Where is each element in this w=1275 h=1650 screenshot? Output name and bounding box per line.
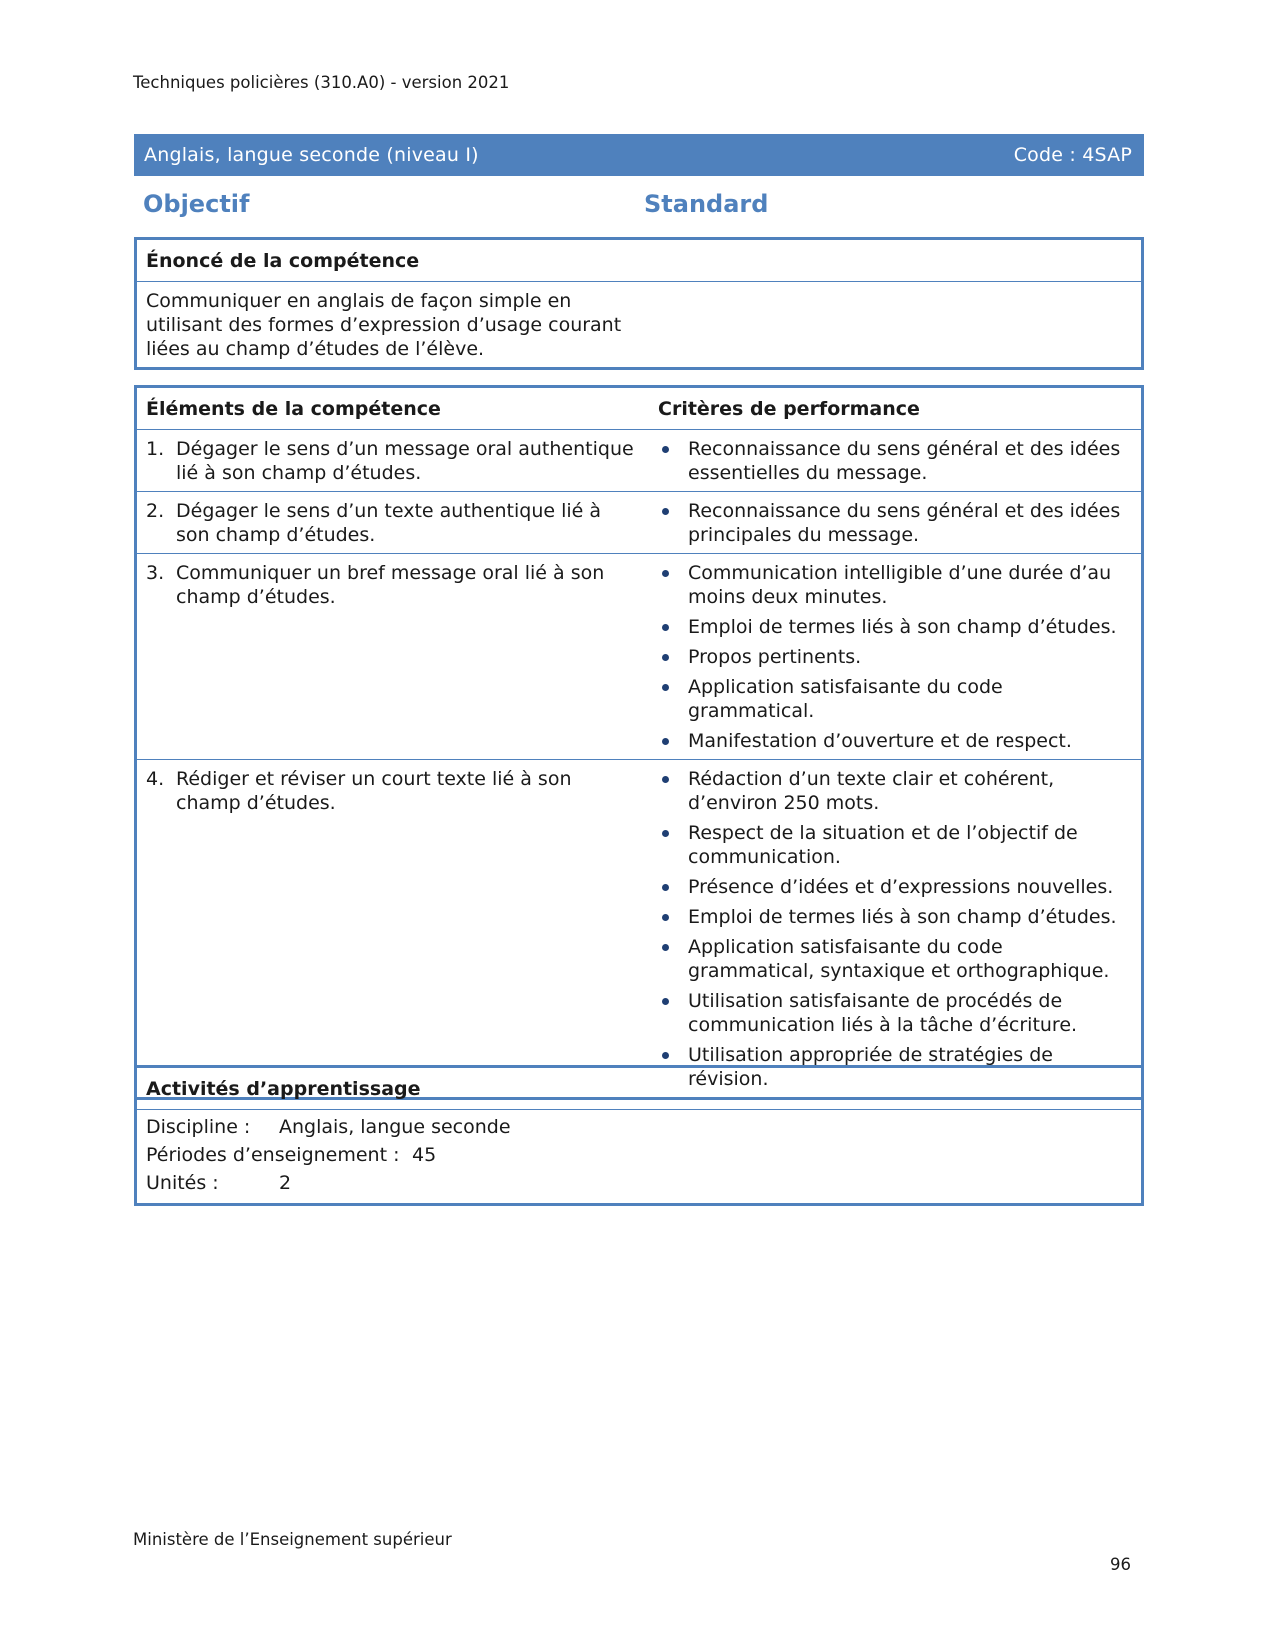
elements-table (137, 388, 1141, 1097)
bullet-icon (658, 875, 688, 899)
page-number: 96 (1110, 1555, 1131, 1574)
bullet-icon (658, 499, 688, 547)
element-item (146, 437, 640, 485)
element-item (146, 767, 640, 815)
criteria-item: Utilisation appropriée de stratégies de révision. (658, 1043, 1132, 1091)
criteria-list (658, 499, 1132, 547)
bullet-icon (658, 935, 688, 983)
bullet-icon (658, 437, 688, 485)
element-number: 1. (146, 438, 165, 460)
criteria-item: Application satisfaisante du code grammatical. (658, 675, 1132, 723)
enonce-box (134, 237, 1144, 370)
course-title: Anglais, langue seconde (niveau I) (144, 144, 479, 166)
bullet-icon (658, 821, 688, 869)
criteria-list (658, 561, 1132, 753)
unites-row (146, 1169, 1132, 1197)
bullet-icon (658, 767, 688, 815)
criteria-item: Manifestation d’ouverture et de respect. (658, 729, 1132, 753)
unites-value: 2 (279, 1172, 292, 1194)
criteria-item: Emploi de termes liés à son champ d’études. (658, 905, 1132, 929)
unites-label: Unités : (146, 1172, 219, 1194)
criteria-item: Utilisation satisfaisante de procédés de communication liés à la tâche d’écriture. (658, 989, 1132, 1037)
activites-heading: Activités d’apprentissage (137, 1068, 1141, 1110)
standard-heading: Standard (644, 190, 769, 218)
discipline-label: Discipline : (146, 1116, 251, 1138)
element-number: 2. (146, 500, 165, 522)
discipline-value: Anglais, langue seconde (279, 1116, 511, 1138)
element-text: Dégager le sens d’un texte authentique lié à son champ d’études. (176, 500, 602, 546)
enonce-line: liées au champ d’études de l’élève. (146, 338, 485, 360)
enonce-text (137, 282, 1141, 367)
bullet-icon (658, 729, 688, 753)
enonce-line: utilisant des formes d’expression d’usage courant (146, 314, 622, 336)
element-text: Communiquer un bref message oral lié à son champ d’études. (176, 562, 605, 608)
periodes-row (146, 1141, 1132, 1169)
table-row (137, 554, 1141, 760)
footer-ministry: Ministère de l’Enseignement supérieur (133, 1530, 452, 1549)
periodes-value: 45 (412, 1144, 437, 1166)
criteria-item: Emploi de termes liés à son champ d’études. (658, 615, 1132, 639)
bullet-icon (658, 615, 688, 639)
criteria-item: Présence d’idées et d’expressions nouvelles. (658, 875, 1132, 899)
activites-details (137, 1110, 1141, 1203)
bullet-icon (658, 905, 688, 929)
criteria-item: Rédaction d’un texte clair et cohérent, d’environ 250 mots. (658, 767, 1132, 815)
criteria-item: Reconnaissance du sens général et des idées essentielles du message. (658, 437, 1132, 485)
periodes-label: Périodes d’enseignement : (146, 1144, 400, 1166)
course-title-bar (134, 134, 1144, 176)
table-row (137, 492, 1141, 554)
criteria-list (658, 767, 1132, 1091)
activites-box (134, 1065, 1144, 1206)
element-text: Rédiger et réviser un court texte lié à son champ d’études. (176, 768, 572, 814)
bullet-icon (658, 645, 688, 669)
course-code: Code : 4SAP (1013, 144, 1132, 166)
elements-table-box (134, 385, 1144, 1100)
page-header: Techniques policières (310.A0) - version 2021 (133, 73, 510, 92)
criteria-list (658, 437, 1132, 485)
table-row (137, 760, 1141, 1098)
element-number: 4. (146, 768, 165, 790)
element-text: Dégager le sens d’un message oral authentique lié à son champ d’études. (176, 438, 634, 484)
element-item (146, 499, 640, 547)
bullet-icon (658, 989, 688, 1037)
bullet-icon (658, 675, 688, 723)
column-header-elements: Éléments de la compétence (137, 388, 649, 430)
enonce-line: Communiquer en anglais de façon simple en (146, 290, 572, 312)
criteria-item: Communication intelligible d’une durée d’au moins deux minutes. (658, 561, 1132, 609)
discipline-row (146, 1113, 1132, 1141)
criteria-item: Respect de la situation et de l’objectif de communication. (658, 821, 1132, 869)
objectif-heading: Objectif (143, 190, 250, 218)
element-number: 3. (146, 562, 165, 584)
criteria-item: Application satisfaisante du code grammatical, syntaxique et orthographique. (658, 935, 1132, 983)
bullet-icon (658, 561, 688, 609)
enonce-heading: Énoncé de la compétence (137, 240, 1141, 282)
criteria-item: Reconnaissance du sens général et des idées principales du message. (658, 499, 1132, 547)
table-row (137, 430, 1141, 492)
column-header-criteres: Critères de performance (649, 388, 1141, 430)
criteria-item: Propos pertinents. (658, 645, 1132, 669)
element-item (146, 561, 640, 609)
